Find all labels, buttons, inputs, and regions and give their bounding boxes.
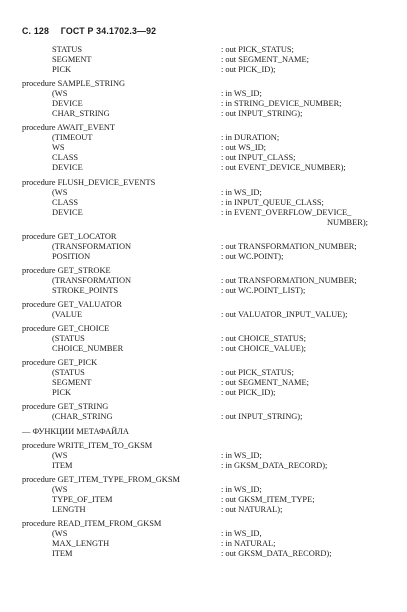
code-type: : out WS_ID; (221, 143, 266, 152)
code-name: TYPE_OF_ITEM (52, 495, 113, 504)
code-name: (TRANSFORMATION (52, 242, 132, 251)
code-type: : in WS_ID; (221, 188, 262, 197)
procedure-heading: procedure GET_ITEM_TYPE_FROM_GKSM (22, 475, 180, 484)
code-name: (WS (52, 529, 68, 538)
procedure-heading: procedure GET_STROKE (22, 266, 111, 275)
code-name: ITEM (52, 549, 73, 558)
code-name: DEVICE (52, 163, 83, 172)
code-type: : out CHOICE_STATUS; (221, 334, 306, 343)
procedure-heading: procedure SAMPLE_STRING (22, 79, 126, 88)
code-name: PICK (52, 388, 72, 397)
code-name: (WS (52, 89, 68, 98)
code-type: : out WC.POINT); (221, 252, 284, 261)
code-type: : in WS_ID, (221, 529, 262, 538)
code-type: : out CHOICE_VALUE); (221, 344, 306, 353)
code-name: (STATUS (52, 368, 85, 377)
code-name: DEVICE (52, 99, 83, 108)
code-name: CLASS (52, 198, 79, 207)
code-name: CHOICE_NUMBER (52, 344, 124, 353)
code-type: : in NATURAL; (221, 539, 276, 548)
code-name: STATUS (52, 45, 83, 54)
code-type: : out PICK_STATUS; (221, 368, 294, 377)
procedure-heading: procedure GET_VALUATOR (22, 300, 122, 309)
code-type: : out SEGMENT_NAME; (221, 378, 309, 387)
code-type: : out INPUT_STRING); (221, 109, 303, 118)
code-type: : in WS_ID; (221, 485, 262, 494)
code-type: : out PICK_ID); (221, 65, 276, 74)
procedure-heading: procedure GET_CHOICE (22, 324, 110, 333)
procedure-heading: procedure READ_ITEM_FROM_GKSM (22, 519, 162, 528)
code-name: PICK (52, 65, 72, 74)
code-type: : in WS_ID; (221, 451, 262, 460)
code-type: : out INPUT_STRING); (221, 412, 303, 421)
code-type: : out GKSM_DATA_RECORD); (221, 549, 332, 558)
code-name: (TRANSFORMATION (52, 276, 132, 285)
code-name: SEGMENT (52, 378, 92, 387)
code-type-continuation: NUMBER); (327, 218, 368, 227)
code-name: LENGTH (52, 505, 86, 514)
code-name: CHAR_STRING (52, 109, 110, 118)
code-name: (WS (52, 485, 68, 494)
code-name: MAX_LENGTH (52, 539, 110, 548)
code-name: (VALUE (52, 310, 83, 319)
code-type: : out INPUT_CLASS; (221, 153, 296, 162)
procedure-heading: procedure WRITE_ITEM_TO_GKSM (22, 441, 153, 450)
code-name: ITEM (52, 461, 73, 470)
procedure-heading: procedure GET_PICK (22, 358, 98, 367)
procedure-heading: procedure GET_STRING (22, 402, 109, 411)
code-type: : in EVENT_OVERFLOW_DEVICE_ (221, 208, 352, 217)
code-type: : out WC.POINT_LIST); (221, 286, 306, 295)
code-type: : out EVENT_DEVICE_NUMBER); (221, 163, 346, 172)
code-name: (WS (52, 188, 68, 197)
code-name: CLASS (52, 153, 79, 162)
code-type: : in STRING_DEVICE_NUMBER; (221, 99, 342, 108)
code-name: WS (52, 143, 65, 152)
page-number: С. 128 (22, 26, 50, 36)
code-type: : in GKSM_DATA_RECORD); (221, 461, 328, 470)
code-name: DEVICE (52, 208, 83, 217)
standard-title: ГОСТ Р 34.1702.3—92 (60, 26, 157, 36)
section-heading: — ФУНКЦИИ МЕТАФАЙЛА (22, 427, 129, 436)
code-name: (WS (52, 451, 68, 460)
code-name: POSITION (52, 252, 91, 261)
code-name: (STATUS (52, 334, 85, 343)
code-name: (TIMEOUT (52, 133, 93, 142)
code-type: : out GKSM_ITEM_TYPE; (221, 495, 315, 504)
procedure-heading: procedure GET_LOCATOR (22, 232, 117, 241)
procedure-heading: procedure FLUSH_DEVICE_EVENTS (22, 178, 156, 187)
code-name: (CHAR_STRING (52, 412, 113, 421)
procedure-heading: procedure AWAIT_EVENT (22, 123, 116, 132)
code-type: : out PICK_STATUS; (221, 45, 294, 54)
code-type: : out SEGMENT_NAME; (221, 55, 309, 64)
code-name: SEGMENT (52, 55, 92, 64)
code-type: : out PICK_ID); (221, 388, 276, 397)
page-header (22, 26, 165, 36)
code-name: STROKE_POINTS (52, 286, 119, 295)
code-type: : out NATURAL); (221, 505, 283, 514)
code-type: : in INPUT_QUEUE_CLASS; (221, 198, 324, 207)
code-type: : out TRANSFORMATION_NUMBER; (221, 242, 357, 251)
code-type: : in WS_ID; (221, 89, 262, 98)
code-type: : out TRANSFORMATION_NUMBER; (221, 276, 357, 285)
code-type: : in DURATION; (221, 133, 280, 142)
code-type: : out VALUATOR_INPUT_VALUE); (221, 310, 348, 319)
